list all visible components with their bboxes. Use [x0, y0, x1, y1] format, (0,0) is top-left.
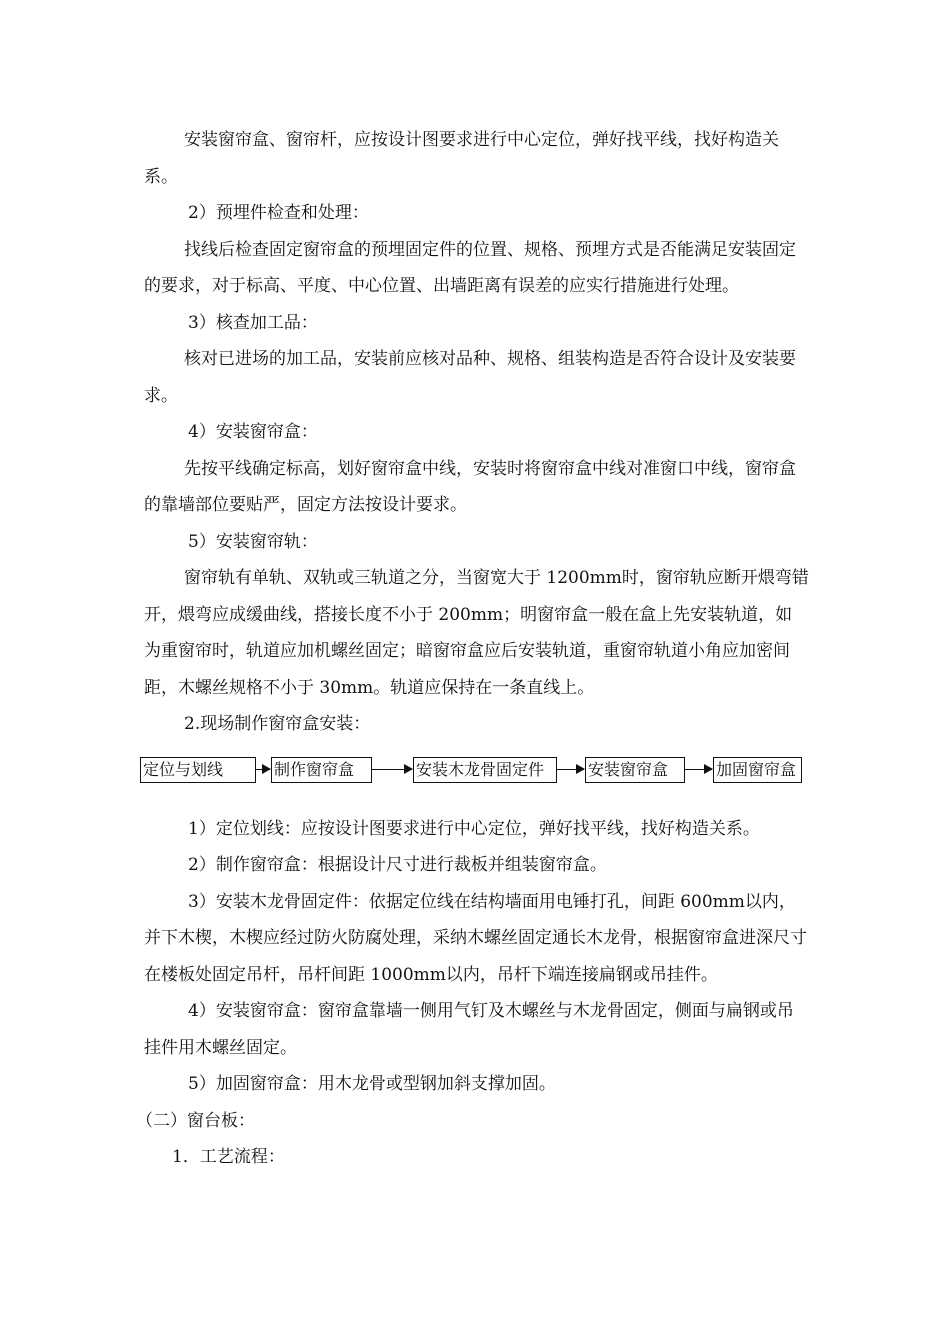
paragraph-step-install-keel: 3）安装木龙骨固定件：依据定位线在结构墙面用电锤打孔，间距 600mm以内，并下木楔，木楔应经过防火防腐处理，采纳木螺丝固定通长木龙骨，根据窗帘盒进深尺寸在楼板处固定吊杆，吊杆间距 1000mm以内，吊杆下端连接扁钢或吊挂件。 — [144, 891, 807, 985]
section-heading-window-sill: （二）窗台板： — [136, 1110, 255, 1131]
paragraph-step-make-box: 2）制作窗帘盒：根据设计尺寸进行裁板并组装窗帘盒。 — [188, 855, 607, 875]
flow-arrow — [372, 769, 412, 770]
flow-step-reinforce-box: 加固窗帘盒 — [713, 757, 802, 783]
paragraph-embedded-parts: 找线后检查固定窗帘盒的预埋固定件的位置、规格、预埋方式是否能满足安装固定的要求，对于标高、平度、中心位置、出墙距离有误差的应实行措施进行处理。 — [144, 239, 796, 296]
heading-check-processed-items: 3）核查加工品： — [188, 312, 318, 333]
flow-arrow — [685, 769, 712, 770]
process-flow-diagram — [140, 747, 805, 809]
flow-step-positioning: 定位与划线 — [140, 757, 256, 783]
heading-embedded-parts: 2）预埋件检查和处理： — [188, 203, 369, 223]
flow-step-install-keel: 安装木龙骨固定件 — [413, 757, 557, 783]
heading-onsite-curtain-box: 2.现场制作窗帘盒安装： — [184, 714, 371, 734]
paragraph-install-curtain-rail: 窗帘轨有单轨、双轨或三轨道之分，当窗宽大于 1200mm时，窗帘轨应断开煨弯错开，煨弯应成缓曲线，搭接长度不小于 200mm；明窗帘盒一般在盒上先安装轨道，如为重窗帘时，轨道应加机螺丝固定；暗窗帘盒应后安装轨道，重窗帘轨道小角应加密间距，木螺丝规格不小于 30mm。轨道应保持在一条直线上。 — [144, 568, 809, 698]
flow-arrow — [256, 769, 270, 770]
flow-step-make-box: 制作窗帘盒 — [271, 757, 372, 783]
flow-arrow — [557, 769, 584, 770]
paragraph-install-curtain-box: 先按平线确定标高，划好窗帘盒中线，安装时将窗帘盒中线对准窗口中线，窗帘盒的靠墙部位要贴严，固定方法按设计要求。 — [144, 458, 796, 515]
heading-process-flow: 1．工艺流程： — [172, 1147, 285, 1167]
document-body — [136, 122, 809, 1176]
flow-step-install-box: 安装窗帘盒 — [585, 757, 685, 783]
heading-install-curtain-rail: 5）安装窗帘轨： — [188, 531, 318, 552]
heading-install-curtain-box: 4）安装窗帘盒： — [188, 422, 318, 442]
paragraph-step-positioning: 1）定位划线：应按设计图要求进行中心定位，弹好找平线，找好构造关系。 — [188, 818, 760, 839]
paragraph-check-processed-items: 核对已进场的加工品，安装前应核对品种、规格、组装构造是否符合设计及安装要求。 — [144, 349, 796, 406]
paragraph-curtain-box-positioning: 安装窗帘盒、窗帘杆，应按设计图要求进行中心定位，弹好找平线，找好构造关系。 — [144, 130, 779, 187]
paragraph-step-install-box: 4）安装窗帘盒：窗帘盒靠墙一侧用气钉及木螺丝与木龙骨固定，侧面与扁钢或吊挂件用木螺丝固定。 — [144, 1001, 794, 1058]
paragraph-step-reinforce-box: 5）加固窗帘盒：用木龙骨或型钢加斜支撑加固。 — [188, 1074, 556, 1094]
